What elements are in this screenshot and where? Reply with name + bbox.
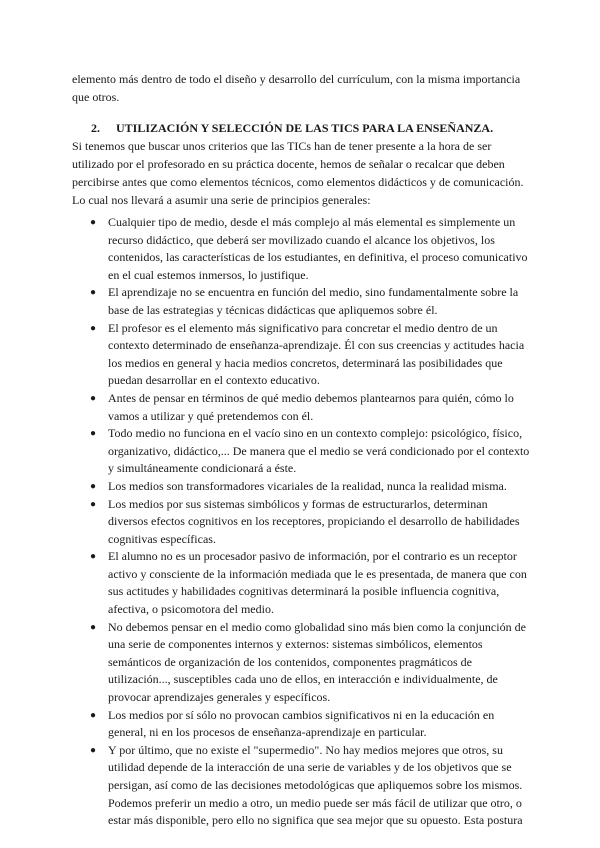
principle-item [72, 707, 530, 742]
intro-paragraph: Si tenemos que buscar unos criterios que las TICs han de tener presente a la hora de ser utilizado por el profesorado en su práctica docente, hemos de señalar o recalcar que deben percibirse antes que como elementos técnicos, como elementos didácticos y de comunicación. Lo cual nos llevará a asumir una serie de principios generales: [72, 139, 524, 207]
principle-text: El alumno no es un procesador pasivo de información, por el contrario es un receptor activo y consciente de la información mediada que le es presentada, de manera que con sus actitudes y habilidades cognitivas determinará la posible influencia cognitiva, afectiva, o psicomotora del medio. [108, 549, 527, 617]
section-number: 2. [91, 121, 100, 135]
principles-list [72, 214, 530, 830]
principle-item [72, 478, 530, 496]
continuation-paragraph: elemento más dentro de todo el diseño y desarrollo del currículum, con la misma importancia que otros. [72, 72, 521, 104]
bullet-icon: ● [90, 709, 97, 721]
principle-text: Los medios por sí sólo no provocan cambios significativos ni en la educación en general, ni en los procesos de enseñanza-aprendizaje en particular. [108, 707, 495, 740]
bullet-icon: ● [90, 498, 97, 510]
principle-text: Antes de pensar en términos de qué medio debemos plantearnos para quién, cómo lo vamos a utilizar y qué pretendemos con él. [108, 390, 514, 423]
principle-text: El aprendizaje no se encuentra en función del medio, sino fundamentalmente sobre la base de las estrategias y técnicas didácticas que apliquemos sobre él. [108, 285, 519, 317]
bullet-icon: ● [90, 428, 97, 440]
bullet-icon: ● [90, 287, 97, 299]
principle-item [72, 619, 530, 707]
section-heading [91, 119, 531, 137]
principle-item [72, 742, 530, 830]
principle-text: No debemos pensar en el medio como globalidad sino más bien como la conjunción de una serie de componentes internos y externos: sistemas simbólicos, elementos semánticos de organización de los contenidos, componentes pragmáticos de utilización..., susceptibles cada uno de ellos, en interacción e individualmente, de provocar aprendizajes generales y específicos. [108, 619, 526, 705]
principle-text: El profesor es el elemento más significativo para concretar el medio dentro de un contexto determinado de enseñanza-aprendizaje. Él con sus creencias y actitudes hacia los medios en general y hacia medios concretos, determinará las posibilidades que puedan desarrollar en el contexto educativo. [108, 320, 525, 388]
principle-item [72, 496, 530, 549]
bullet-icon: ● [90, 744, 97, 756]
principle-text: Cualquier tipo de medio, desde el más complejo al más elemental es simplemente un recurso didáctico, que deberá ser movilizado cuando el alcance los objetivos, los contenidos, las características de los estudiantes, en definitiva, el proceso comunicativo en el cual estemos inmersos, lo justifique. [108, 215, 528, 282]
bullet-icon: ● [90, 392, 97, 404]
principle-text: Y por último, que no existe el "supermedio". No hay medios mejores que otros, su utilidad depende de la interacción de una serie de variables y de los objetivos que se persigan, así como de las decisiones metodológicas que apliquemos sobre los mismos. Podemos preferir un medio a otro, un medio puede ser más fácil de utilizar que otro, o estar más disponible, pero ello no significa que sea mejor que su opuesto. Esta postura [108, 742, 523, 828]
bullet-icon: ● [90, 217, 97, 228]
principle-item [72, 548, 530, 618]
principle-item [72, 284, 530, 319]
principle-text: Los medios son transformadores vicariales de la realidad, nunca la realidad misma. [108, 478, 507, 493]
principle-item [72, 320, 530, 390]
principle-item [72, 390, 530, 425]
principle-text: Los medios por sus sistemas simbólicos y formas de estructurarlos, determinan diversos efectos cognitivos en los receptores, propiciando el desarrollo de habilidades cognitivas específicas. [108, 496, 520, 546]
bullet-icon: ● [90, 621, 97, 633]
principle-item [72, 425, 530, 478]
bullet-icon: ● [90, 322, 97, 334]
principle-item [72, 214, 530, 284]
bullet-icon: ● [90, 480, 97, 492]
principle-text: Todo medio no funciona en el vacío sino en un contexto complejo: psicológico, físico, organizativo, didáctico,... De manera que el medio se verá condicionado por el contexto y simultáneamente condicionará a éste. [108, 426, 530, 476]
section-title: UTILIZACIÓN Y SELECCIÓN DE LAS TICS PARA LA ENSEÑANZA. [116, 121, 494, 135]
bullet-icon: ● [90, 551, 97, 563]
